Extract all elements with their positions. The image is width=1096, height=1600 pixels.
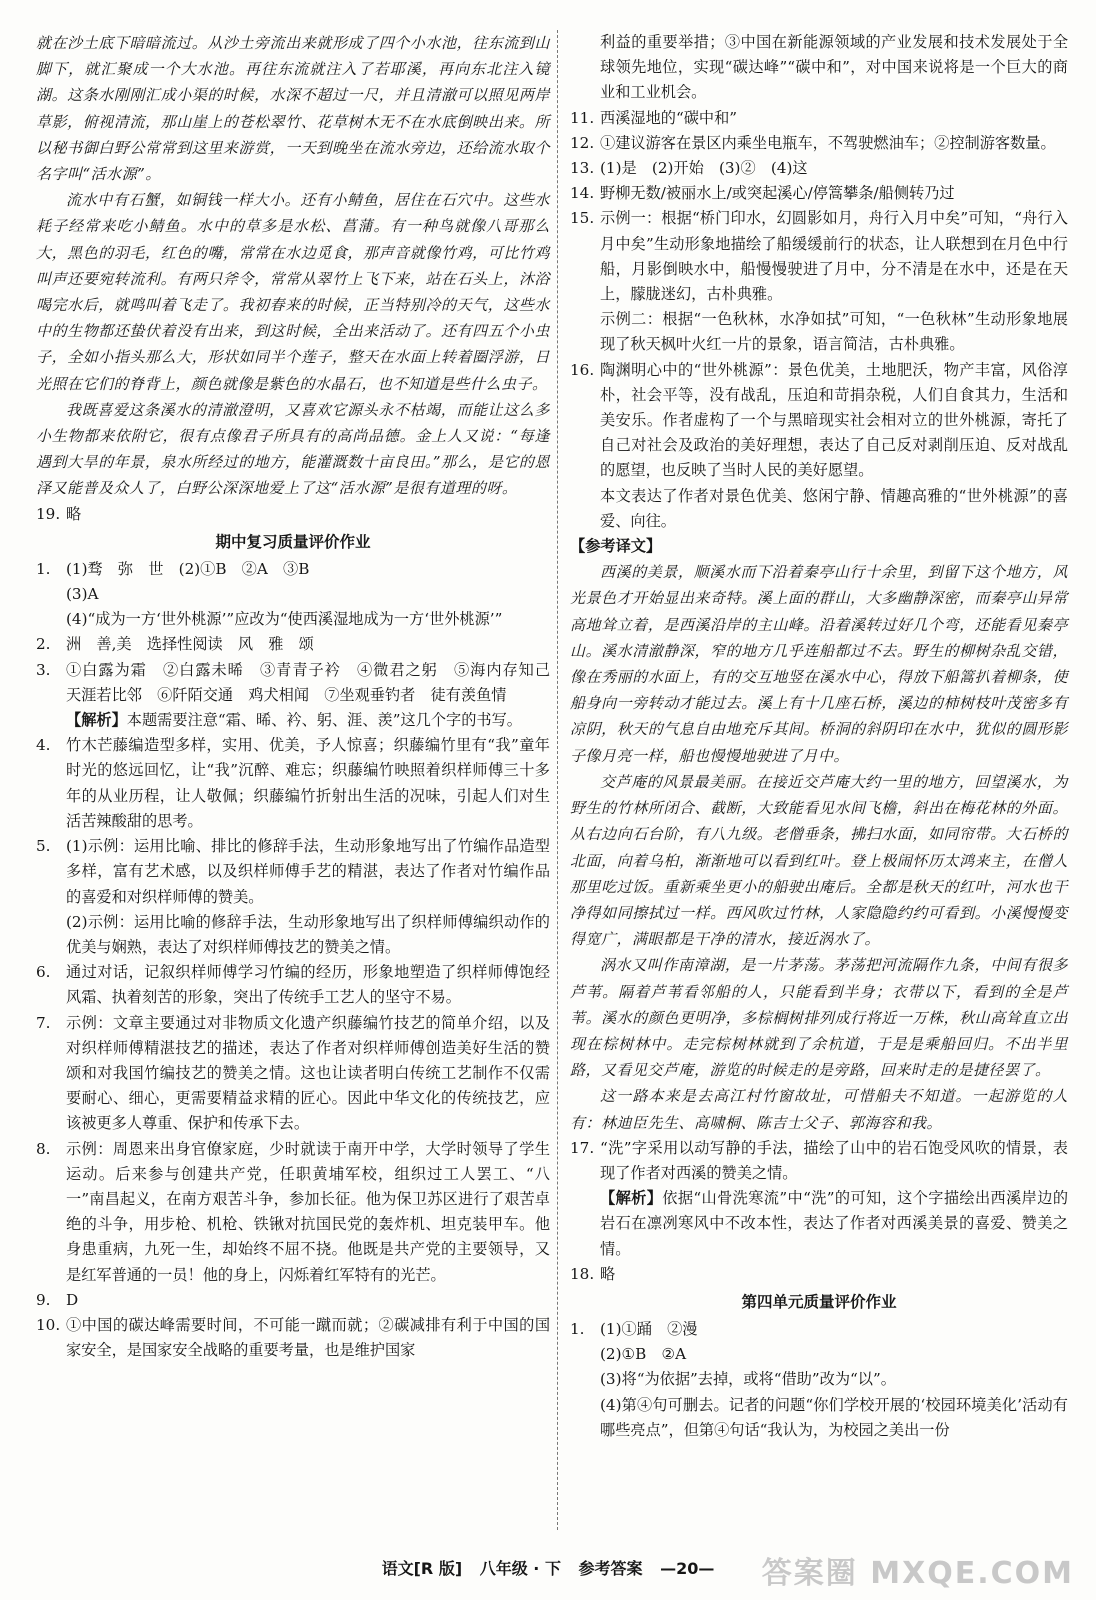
answer-subline: (4)“成为一方‘世外桃源’”应改为“使西溪湿地成为一方‘世外桃源’” [66,610,503,629]
answer-item: 10. ①中国的碳达峰需要时间，不可能一蹴而就；②碳减排有利于中国的国家安全，是国家安全战略的重要考量，也是维护国家 [36,1315,550,1360]
footer-grade: 八年级 · 下 [479,1559,561,1578]
reference-paragraph: 涡水又叫作南漳湖，是一片茅荡。茅荡把河流隔作九条，中间有很多芦苇。隔着芦苇看邻船的人，只能看到半身；衣带以下，看到的全是芦苇。溪水的颜色更明净，多棕榈树排列成行将近一万株，秋山高耸直立出现在棕树林中。走完棕树林就到了余杭道，于是是乘船回归。不出半里路，又看见交芦庵，游览的时候走的是旁路，回来时走的是捷径罢了。 [570,956,1068,1080]
translation-paragraph: 流水中有石蟹，如铜钱一样大小。还有小鲭鱼，居住在石穴中。这些水耗子经常来吃小鲭鱼。水中的草多是水松、菖蒲。有一种鸟就像八哥那么大，黑色的羽毛，红色的嘴，常常在水边觅食，那声音就像竹鸡，可比竹鸡叫声还要宛转流利。有两只斧令，常常从翠竹上飞下来，站在石头上，沐浴喝完水后，就鸣叫着飞走了。我初春来的时候，正当特别冷的天气，这些水中的生物都还蛰伏着没有出来，到这时候，全出来活动了。还有四五个小虫子，全如小指头那么大，形状如同半个莲子，整天在水面上转着圈浮游，日光照在它们的脊背上，颜色就像是紫色的水晶石，也不知道是些什么虫子。 [36,191,550,393]
answer-item: 16. 陶渊明心中的“世外桃源”：景色优美，土地肥沃，物产丰富，风俗淳朴，社会平等，没有战乱，压迫和苛捐杂税，人们自食其力，生活和美安乐。作者虚构了一个与黑暗现实社会相对立的世外桃源，寄托了自己对社会及政治的美好理想，表达了自己反对剥削压迫、反对战乱的愿望，也反映了当时人民的美好愿望。 [570,360,1068,480]
answer-item: 15. 示例一：根据“桥门印水，幻圆影如月，舟行入月中矣”可知，“舟行入月中矣”生动形象地描绘了船缓缓前行的状态，让人联想到在月色中行船，月影倒映水中，船慢慢驶进了月中，分不清是在水中，还是在天上，朦胧迷幻，古朴典雅。 [570,209,1068,304]
answer-subline: 本文表达了作者对景色优美、悠闲宁静、情趣高雅的“世外桃源”的喜爱、向往。 [600,486,1068,530]
reference-paragraph: 这一路本来是去高江村竹窗故址，可惜船夫不知道。一起游览的人有：林迪臣先生、高啸桐、陈吉士父子、郭海容和我。 [570,1087,1068,1132]
answer-item: 18. 略 [570,1264,616,1283]
answer-item: 1. (1)骛 弥 世 (2)①B ②A ③B [36,559,310,578]
column-divider [557,30,558,1530]
analysis-note: 【解析】依据“山骨洗寒流”中“洗”的可知，这个字描绘出西溪岸边的岩石在凛冽寒风中不改本性，表达了作者对西溪美景的喜爱、赞美之情。 [600,1189,1069,1258]
translation-paragraph: 就在沙土底下暗暗流过。从沙土旁流出来就形成了四个小水池，往东流到山脚下，就汇聚成一个大水池。再往东流就注入了若耶溪，再向东北注入镜湖。这条水刚刚汇成小渠的时候，水深不超过一尺，并且清澈可以照见两岸草影，俯视清流，那山崖上的苍松翠竹、花草树木无不在水底倒映出来。所以秘书御白野公常常到这里来游赏，一天到晚坐在流水旁边，还给流水取个名字叫“活水源”。 [36,34,550,184]
answer-item: 19. 略 [36,504,82,523]
answer-item: 9. D [36,1290,79,1309]
answer-item: 7. 示例：文章主要通过对非物质文化遗产织藤编竹技艺的简单介绍，以及对织样师傅精湛技艺的描述，表达了作者对织样师傅创造美好生活的赞颂和对我国竹编技艺的赞美之情。这也让读者明白传统工艺制作不仅需要耐心、细心，更需要精益求精的匠心。因此中华文化的传统技艺，应该被更多人尊重、保护和传承下去。 [36,1013,550,1133]
reference-paragraph: 西溪的美景，顺溪水而下沿着秦亭山行十余里，到留下这个地方，风光景色才开始显出来奇特。溪上面的群山，大多幽静深密，而秦亭山异常高地耸立着，是西溪沿岸的主山峰。沿着溪转过好几个弯，还能看见秦亭山。溪水清澈静深，窄的地方几乎连船都过不去。野生的柳树杂乱交错，像在秀丽的水面上，有的交互地竖在溪水中心，得放下船篙扒着柳条，使船身向一旁转动才能过去。溪上有十几座石桥，溪边的柿树枝叶茂密多有凉阴，秋天的气息自由地充斥其间。桥洞的斜阴印在水中，犹似的圆形影子像月亮一样，船也慢慢地驶进了月中。 [570,563,1068,765]
right-column [570,30,1068,1542]
answer-item: 1. (1)①踊 ②漫 [570,1319,698,1338]
translation-paragraph: 我既喜爱这条溪水的清澈澄明，又喜欢它源头永不枯竭，而能让这么多小生物都来依附它，很有点像君子所具有的高尚品德。金上人又说：“每逢遇到大旱的年景，泉水所经过的地方，能灌溉数十亩良田。”那么，是它的恩泽又能普及众人了，白野公深深地爱上了这“活水源”是很有道理的呀。 [36,400,550,498]
left-column [36,30,566,1542]
answer-item: 5. (1)示例：运用比喻、排比的修辞手法，生动形象地写出了竹编作品造型多样，富有艺术感，以及织样师傅手艺的精湛，表达了作者对竹编作品的喜爱和对织样师傅的赞美。 [36,837,550,906]
answer-item: 12. ①建议游客在景区内乘坐电瓶车，不驾驶燃油车；②控制游客数量。 [570,133,1056,152]
answer-item: 17. “洗”字采用以动写静的手法，描绘了山中的岩石饱受风吹的情景，表现了作者对西溪的赞美之情。 [570,1138,1068,1182]
reference-translation-label: 【参考译文】 [570,537,662,556]
answer-subline: (4)第④句可删去。记者的问题“你们学校开展的‘校园环境美化’活动有哪些亮点”，但第④句话“我认为，为校园之美出一份 [600,1395,1068,1439]
answer-subline: (2)示例：运用比喻的修辞手法，生动形象地写出了织样师傅编织动作的优美与娴熟，表达了对织样师傅技艺的赞美之情。 [66,912,550,956]
reference-paragraph: 交芦庵的风景最美丽。在接近交芦庵大约一里的地方，回望溪水，为野生的竹林所闭合、截断，大致能看见水间飞檐，斜出在梅花林的外面。从右边向石台阶，有八九级。老僧垂条，拂扫水面，如同帘带。大石桥的北面，向着乌桕，渐渐地可以看到红叶。登上极闹怀历太鸿来主，在僧人那里吃过饭。重新乘坐更小的船驶出庵后。全都是秋天的红叶，河水也干净得如同擦拭过一样。西风吹过竹林，人家隐隐约约可看到。小溪慢慢变得宽广，满眼都是干净的清水，接近涡水了。 [570,772,1068,949]
analysis-note: 【解析】本题需要注意“霜、晞、衿、躬、涯、羡”这几个字的书写。 [66,711,522,730]
answer-subline: (3)将“为依据”去掉，或将“借助”改为“以”。 [600,1370,896,1389]
answer-subline: (3)A [66,585,99,604]
answer-item: 2. 洲 善,美 选择性阅读 风 雅 颂 [36,635,314,654]
answer-item: 3. ①白露为霜 ②白露未晞 ③青青子衿 ④微君之躬 ⑤海内存知己 天涯若比邻 ⑥阡陌交通 鸡犬相闻 ⑦坐观垂钓者 徒有羡鱼情 [36,660,566,704]
page-number: —20— [660,1559,715,1578]
answer-item: 6. 通过对话，记叙织样师傅学习竹编的经历，形象地塑造了织样师傅饱经风霜、执着刻苦的形象，突出了传统手工艺人的坚守不易。 [36,963,550,1007]
answer-item: 13. (1)是 (2)开始 (3)② (4)这 [570,159,808,178]
answer-item: 11. 西溪湿地的“碳中和” [570,108,738,127]
section-title: 第四单元质量评价作业 [741,1292,897,1311]
section-title: 期中复习质量评价作业 [215,532,371,551]
footer-subject: 语文[R 版] [381,1559,463,1578]
footer-label: 参考答案 [578,1559,643,1578]
answer-continuation: 利益的重要举措；③中国在新能源领域的产业发展和技术发展处于全球领先地位，实现“碳达峰”“碳中和”，对中国来说将是一个巨大的商业和工业机会。 [600,33,1068,102]
answer-item: 8. 示例：周恩来出身官僚家庭，少时就读于南开中学，大学时领导了学生运动。后来参与创建共产党，任职黄埔军校，组织过工人罢工、“八一”南昌起义，在南方艰苦斗争，参加长征。他为保卫苏区进行了艰苦卓绝的斗争，用步枪、机枪、铁锹对抗国民党的轰炸机、坦克装甲车。他身患重病，九死一生，却始终不屈不挠。他既是共产党的主要领导，又是红军普通的一员！他的身上，闪烁着红军特有的光芒。 [36,1139,550,1284]
watermark-logo: 答案圈 MXQE.COM [761,1556,1074,1591]
answer-subline: 示例二：根据“一色秋林，水净如拭”可知，“一色秋林”生动形象地展现了秋天枫叶火红一片的景象，语言简洁，古朴典雅。 [600,310,1068,354]
answer-item: 4. 竹木芒藤编造型多样，实用、优美，予人惊喜；织藤编竹里有“我”童年时光的悠远回忆，让“我”沉醉、难忘；织藤编竹映照着织样师傅三十多年的从业历程，让人敬佩；织藤编竹折射出生活的况味，引起人们对生活苦辣酸甜的思考。 [36,736,550,830]
answer-item: 14. 野柳无数/被丽水上/或突起溪心/停篙攀条/船侧转乃过 [570,184,955,203]
answer-subline: (2)①B ②A [600,1345,687,1364]
